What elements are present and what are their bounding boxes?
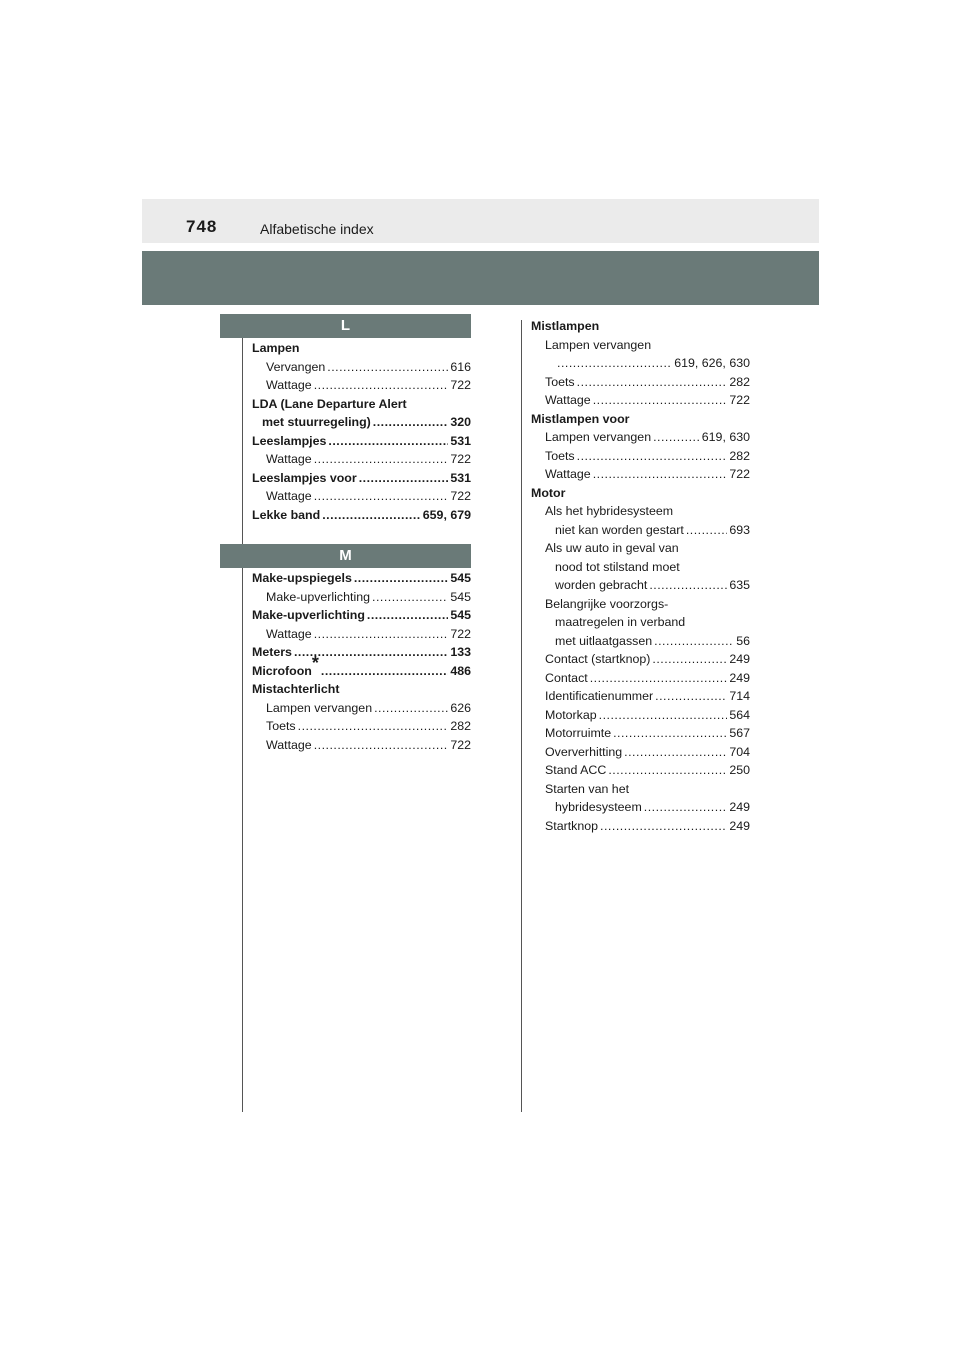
index-entry	[531, 798, 750, 817]
index-page-ref: 56	[736, 633, 750, 648]
dot-leader	[613, 724, 727, 743]
index-entry-text: maatregelen in verband	[555, 615, 686, 629]
index-entry-text: Make-upverlichting	[266, 589, 370, 604]
dot-leader	[655, 687, 727, 706]
dot-leader	[327, 358, 448, 377]
index-entry-text: Oververhitting	[545, 744, 623, 759]
index-entry	[531, 373, 750, 392]
index-entry-text: Wattage	[545, 393, 591, 407]
dot-leader	[314, 450, 449, 469]
index-page-ref: 567	[729, 726, 750, 740]
index-entry	[531, 780, 750, 799]
index-entry-text: Make-upverlichting	[252, 608, 365, 622]
index-entry	[252, 487, 471, 506]
index-page-ref: 619, 626, 630	[674, 356, 750, 370]
index-entry-text: Lampen vervangen	[545, 337, 652, 352]
index-entry-text: hybridesysteem	[555, 800, 642, 814]
index-entry-text: Mistlampen	[531, 319, 600, 333]
index-page-ref: 722	[729, 393, 750, 407]
dot-leader	[593, 391, 728, 410]
dot-leader	[624, 743, 727, 762]
index-page-ref: 249	[729, 670, 750, 685]
index-entry	[252, 569, 471, 588]
index-page-ref: 635	[729, 578, 750, 592]
index-entry-text: Motorruimte	[545, 726, 612, 740]
index-entry	[252, 413, 471, 432]
dot-leader	[590, 669, 728, 688]
index-entry	[531, 706, 750, 725]
index-entry-text: Als het hybridesysteem	[545, 504, 674, 518]
index-entry-text: Identificatienummer	[545, 689, 654, 703]
index-entry	[531, 502, 750, 521]
index-entry-text: Wattage	[266, 489, 312, 503]
index-entry	[252, 606, 471, 625]
index-page-ref: 250	[729, 763, 750, 777]
index-entry-text: Lampen vervangen	[266, 700, 373, 715]
index-entry	[531, 724, 750, 743]
index-entry-text: Toets	[545, 374, 575, 389]
dot-leader	[298, 717, 449, 736]
index-entry-text: Starten van het	[545, 781, 630, 796]
index-entry-text: Mistachterlicht	[252, 682, 340, 696]
index-entry	[531, 336, 750, 355]
index-entry-text: Contact	[545, 670, 588, 685]
index-entry	[252, 450, 471, 469]
dot-leader	[374, 699, 448, 718]
index-page-ref: 320	[450, 415, 471, 429]
index-entry-text: Startknop	[545, 818, 599, 833]
index-entry	[531, 484, 750, 503]
index-entry	[531, 391, 750, 410]
index-entry	[531, 558, 750, 577]
dot-leader	[354, 569, 448, 588]
dot-leader	[599, 706, 728, 725]
dot-leader	[314, 376, 449, 395]
index-entry	[252, 588, 471, 607]
index-entry-text: Vervangen	[266, 359, 326, 374]
index-entry-text: Lampen vervangen	[545, 430, 652, 444]
index-entry	[252, 395, 471, 414]
index-entry	[531, 743, 750, 762]
index-entry	[252, 736, 471, 755]
index-entry-text: Stand ACC	[545, 763, 607, 777]
index-entry-text: Contact (startknop)	[545, 652, 651, 666]
index-entry	[531, 613, 750, 632]
index-entry	[531, 447, 750, 466]
index-entry	[531, 669, 750, 688]
section-letter-l: L	[220, 314, 471, 338]
index-entry	[531, 317, 750, 336]
index-page-ref: 133	[450, 645, 471, 659]
index-entry-text: nood tot stilstand moet	[555, 559, 680, 574]
index-entry-text: Motorkap	[545, 707, 597, 722]
index-page-ref: 531	[450, 433, 471, 448]
dot-leader	[686, 521, 728, 540]
index-page-ref: 282	[729, 374, 750, 389]
index-page-ref: 659, 679	[422, 507, 471, 522]
index-page-ref: 282	[450, 719, 471, 733]
index-entry-text: Wattage	[266, 378, 312, 392]
index-entry-text: Microfoon*	[252, 652, 319, 678]
index-entry-text: Motor	[531, 485, 566, 500]
column-rule-left	[242, 320, 243, 1112]
index-entry-text: niet kan worden gestart	[555, 522, 684, 537]
dot-leader	[593, 465, 728, 484]
index-entry-text: met uitlaatgassen	[555, 633, 653, 648]
index-entry	[252, 717, 471, 736]
index-entry	[531, 817, 750, 836]
index-list-l	[252, 339, 471, 524]
index-page-ref: 704	[729, 744, 750, 759]
index-page-ref: 249	[729, 652, 750, 666]
index-page-ref: 693	[729, 522, 750, 537]
index-entry-text: Lampen	[252, 341, 300, 355]
index-entry	[531, 465, 750, 484]
dot-leader	[372, 588, 448, 607]
index-page-ref: 486	[450, 663, 471, 678]
dot-leader	[321, 662, 448, 681]
index-page-ref: 531	[450, 470, 471, 485]
index-entry-text: Meters	[252, 645, 292, 659]
index-page-ref: 545	[450, 589, 471, 604]
index-page-ref: 626	[450, 700, 471, 715]
dot-leader	[649, 576, 727, 595]
index-entry	[531, 632, 750, 651]
dot-leader	[608, 761, 727, 780]
index-entry-text: Lekke band	[252, 507, 321, 522]
index-entry	[531, 539, 750, 558]
dot-leader	[314, 625, 449, 644]
dot-leader	[600, 817, 727, 836]
dot-leader	[359, 469, 449, 488]
index-page-ref: 722	[450, 626, 471, 641]
index-entry-text: LDA (Lane Departure Alert	[252, 396, 407, 411]
index-entry-text: Wattage	[266, 452, 312, 466]
dot-leader	[577, 447, 728, 466]
dot-leader	[314, 736, 449, 755]
index-entry	[531, 410, 750, 429]
index-entry-text: Als uw auto in geval van	[545, 541, 679, 555]
index-entry-text: Wattage	[266, 626, 312, 641]
column-rule-middle	[521, 320, 522, 1112]
index-entry	[531, 761, 750, 780]
index-page-ref: 619, 630	[701, 430, 750, 444]
index-entry-text: Wattage	[266, 737, 312, 752]
index-page-ref: 282	[729, 448, 750, 463]
index-page-ref: 545	[450, 571, 471, 585]
index-entry	[531, 650, 750, 669]
index-entry-text: Toets	[266, 719, 296, 733]
index-page-ref: 545	[450, 608, 471, 622]
index-entry	[531, 521, 750, 540]
dot-leader	[577, 373, 728, 392]
index-entry-text: met stuurregeling)	[262, 415, 371, 429]
dot-leader	[314, 487, 449, 506]
index-entry-text: Make-upspiegels	[252, 571, 352, 585]
index-entry	[252, 469, 471, 488]
dot-leader	[654, 632, 734, 651]
index-page-ref: 616	[450, 359, 471, 374]
index-entry-text: Wattage	[545, 467, 591, 481]
index-page-ref: 722	[450, 378, 471, 392]
index-entry	[252, 680, 471, 699]
dot-leader	[652, 650, 727, 669]
header-band	[142, 199, 819, 243]
index-entry	[531, 687, 750, 706]
index-entry	[252, 432, 471, 451]
index-entry	[252, 699, 471, 718]
index-page-ref: 564	[729, 707, 750, 722]
index-entry-text: Belangrijke voorzorgs-	[545, 596, 669, 611]
index-entry	[531, 576, 750, 595]
section-letter-m: M	[220, 544, 471, 568]
index-list-right	[531, 317, 750, 835]
dot-leader	[367, 606, 448, 625]
index-entry	[252, 376, 471, 395]
dot-leader	[328, 432, 448, 451]
index-page-ref: 722	[450, 452, 471, 466]
header-banner	[142, 251, 819, 305]
index-page-ref: 249	[729, 818, 750, 833]
dot-leader	[557, 354, 672, 373]
index-entry-text: worden gebracht	[555, 578, 648, 592]
index-entry	[531, 595, 750, 614]
page-section-title: Alfabetische index	[260, 221, 374, 237]
index-entry	[531, 428, 750, 447]
dot-leader	[373, 413, 449, 432]
index-entry	[252, 625, 471, 644]
index-page-ref: 714	[729, 689, 750, 703]
index-entry	[252, 506, 471, 525]
dot-leader	[653, 428, 700, 447]
index-entry-text: Mistlampen voor	[531, 411, 630, 426]
index-entry-text: Leeslampjes voor	[252, 470, 357, 485]
index-entry	[531, 354, 750, 373]
index-page-ref: 249	[729, 800, 750, 814]
page-number: 748	[186, 217, 218, 236]
index-entry	[252, 358, 471, 377]
index-entry-text: Toets	[545, 448, 575, 463]
index-page-ref: 722	[729, 467, 750, 481]
index-entry-text: Leeslampjes	[252, 433, 327, 448]
index-list-m	[252, 569, 471, 754]
dot-leader	[322, 506, 421, 525]
index-page-ref: 722	[450, 737, 471, 752]
index-entry	[252, 339, 471, 358]
index-entry	[252, 643, 471, 662]
asterisk-mark: *	[311, 652, 319, 673]
dot-leader	[644, 798, 728, 817]
index-page-ref: 722	[450, 489, 471, 503]
